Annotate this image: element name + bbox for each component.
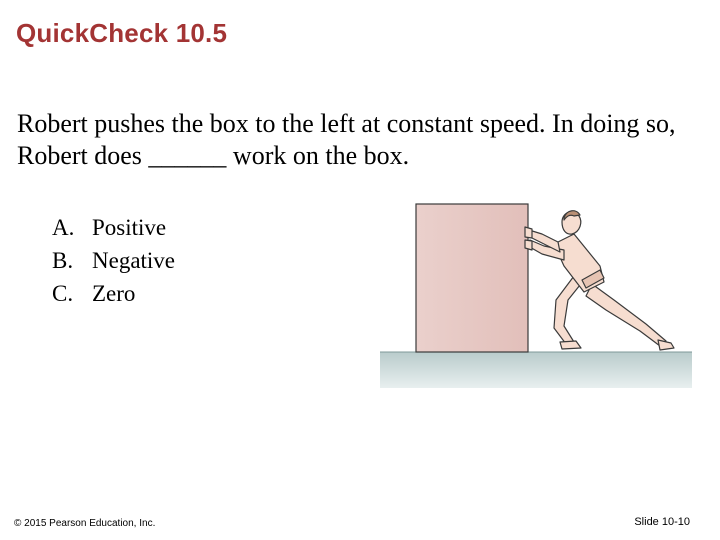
robert-figure bbox=[525, 211, 674, 350]
answer-option-c[interactable] bbox=[52, 277, 175, 310]
answer-text: Positive bbox=[92, 215, 167, 240]
copyright-text: © 2015 Pearson Education, Inc. bbox=[14, 518, 156, 529]
answer-text: Zero bbox=[92, 281, 136, 306]
answer-option-b[interactable] bbox=[52, 244, 175, 277]
answer-option-a[interactable] bbox=[52, 211, 175, 244]
man-pushing-box-illustration bbox=[378, 196, 694, 391]
answer-list bbox=[52, 211, 175, 310]
answer-letter: C. bbox=[52, 281, 74, 306]
answer-text: Negative bbox=[92, 248, 176, 273]
floor bbox=[380, 352, 692, 388]
question-text: Robert pushes the box to the left at constant speed. In doing so, Robert does ______ work on the box. bbox=[17, 109, 676, 170]
answer-letter: A. bbox=[52, 215, 75, 240]
slide-title: QuickCheck 10.5 bbox=[16, 18, 228, 48]
answer-letter: B. bbox=[52, 248, 74, 273]
box bbox=[416, 204, 528, 352]
slide-number: Slide 10-10 bbox=[634, 516, 690, 528]
